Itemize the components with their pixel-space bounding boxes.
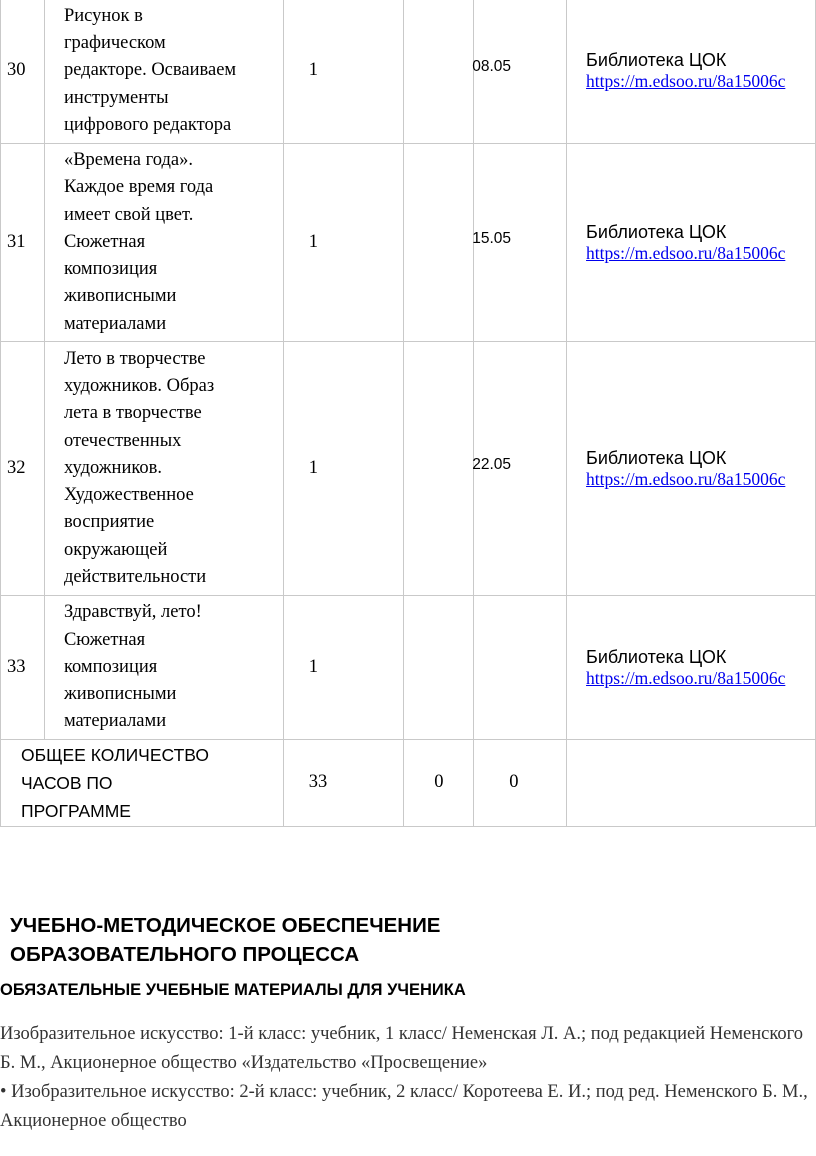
empty-cell [404,342,474,596]
resource-label: Библиотека ЦОК [586,447,727,468]
resource-link[interactable]: https://m.edsoo.ru/8a15006c [586,468,786,489]
lesson-number: 32 [1,342,45,596]
table-row [1,0,816,144]
table-row [1,342,816,596]
empty-cell [404,0,474,144]
resource-label: Библиотека ЦОК [586,646,727,667]
subsection-heading: ОБЯЗАТЕЛЬНЫЕ УЧЕБНЫЕ МАТЕРИАЛЫ ДЛЯ УЧЕНИКА [0,981,466,999]
resource-cell [567,0,816,144]
lesson-number: 33 [1,596,45,740]
total-practical: 0 [474,740,567,827]
empty-cell [404,596,474,740]
resource-cell [567,596,816,740]
material-item: Изобразительное искусство: 1-й класс: учебник, 1 класс/ Неменская Л. А.; под редакцией Неменского Б. М., Акционерное общество «Издательство «Просвещение» [0,1024,804,1073]
resource-link[interactable]: https://m.edsoo.ru/8a15006c [586,242,786,263]
resource-cell [567,144,816,342]
resource-link[interactable]: https://m.edsoo.ru/8a15006c [586,71,786,91]
empty-cell [567,740,816,827]
table-row [1,596,816,740]
empty-cell [404,144,474,342]
total-row [1,740,816,827]
total-label: ОБЩЕЕ КОЛИЧЕСТВО ЧАСОВ ПО ПРОГРАММЕ [1,740,284,827]
lesson-date: 08.05 [474,0,567,144]
lesson-hours: 1 [283,342,404,596]
lesson-date [474,596,567,740]
lesson-title: «Времена года». Каждое время года имеет свой цвет. Сюжетная композиция живописными материалами [44,144,283,342]
lesson-hours: 1 [283,0,404,144]
lesson-hours: 1 [283,596,404,740]
lesson-hours: 1 [283,144,404,342]
resource-cell [567,342,816,596]
lesson-number: 30 [1,0,45,144]
resource-link[interactable]: https://m.edsoo.ru/8a15006c [586,667,786,688]
lesson-date: 15.05 [474,144,567,342]
lesson-title: Лето в творчестве художников. Образ лета в творчестве отечественных художников. Художественное восприятие окружающей действительности [44,342,283,596]
total-control: 0 [404,740,474,827]
total-hours: 33 [283,740,404,827]
lesson-title: Здравствуй, лето! Сюжетная композиция живописными материалами [44,596,283,740]
resource-label: Библиотека ЦОК [586,221,727,242]
material-item: • Изобразительное искусство: 2-й класс: учебник, 2 класс/ Коротеева Е. И.; под ред. Неменского Б. М., Акционерное общество [0,1082,808,1131]
lesson-number: 31 [1,144,45,342]
lesson-title: Рисунок в графическом редакторе. Осваиваем инструменты цифрового редактора [44,0,283,144]
lesson-date: 22.05 [474,342,567,596]
resource-label: Библиотека ЦОК [586,50,727,70]
table-row [1,144,816,342]
section-heading: УЧЕБНО-МЕТОДИЧЕСКОЕ ОБЕСПЕЧЕНИЕ ОБРАЗОВАТЕЛЬНОГО ПРОЦЕССА [10,914,441,966]
